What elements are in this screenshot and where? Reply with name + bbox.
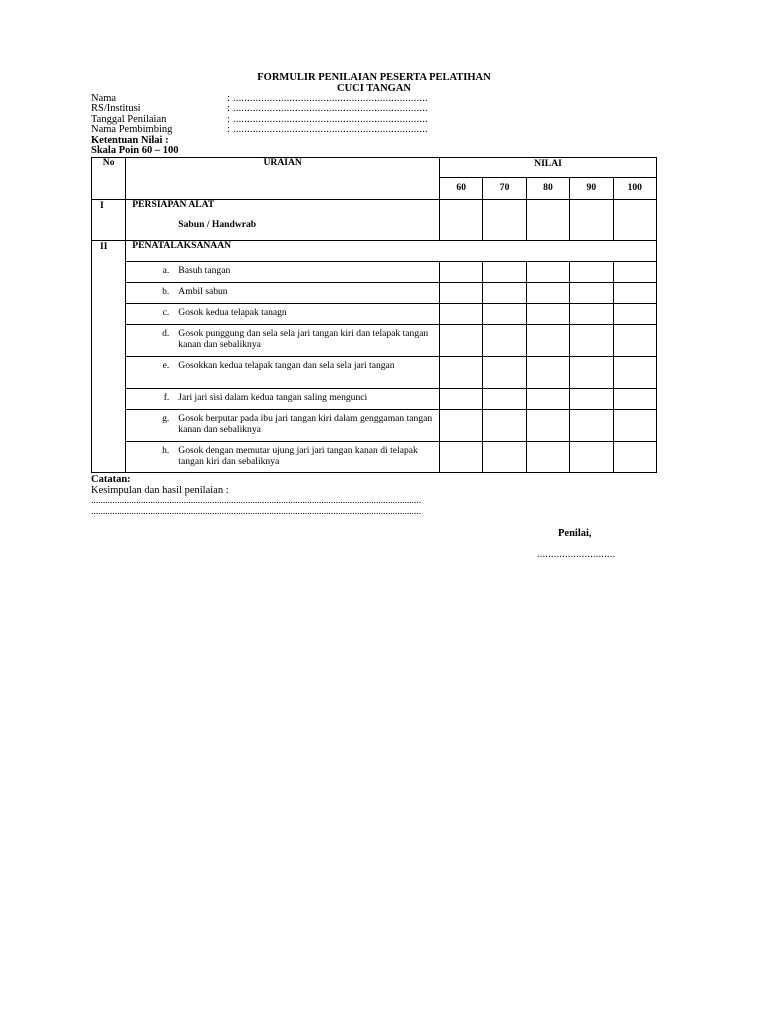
score-cell[interactable] — [613, 441, 656, 472]
info-value: : ..................................................................... — [227, 113, 428, 125]
section-title: PENATALAKSANAAN — [126, 240, 657, 261]
score-cell[interactable] — [440, 282, 483, 303]
info-row-pembimbing — [91, 125, 657, 135]
item-letter: e. — [162, 359, 170, 371]
score-cell[interactable] — [613, 282, 656, 303]
header-nilai: NILAI — [440, 157, 657, 177]
item-cell — [126, 282, 440, 303]
ketentuan-label: Ketentuan Nilai : — [91, 134, 169, 146]
score-cell[interactable] — [483, 282, 526, 303]
score-cell[interactable] — [483, 441, 526, 472]
score-cell[interactable] — [440, 441, 483, 472]
item-letter: c. — [162, 306, 170, 318]
score-cell[interactable] — [613, 324, 656, 356]
table-row — [92, 324, 657, 356]
item-text: Jari jari sisi dalam kedua tangan saling mengunci — [178, 391, 368, 403]
info-value: : ..................................................................... — [227, 93, 428, 104]
item-cell — [126, 409, 440, 441]
item-text: Gosok kedua telapak tanagn — [178, 306, 287, 318]
info-label: RS/Institusi — [91, 103, 141, 115]
info-value: : ..................................................................... — [227, 103, 428, 115]
notes-line-2[interactable]: ........................................................................................................................................... — [91, 507, 422, 518]
score-cell[interactable] — [440, 199, 483, 240]
item-letter: a. — [162, 264, 170, 276]
item-letter: h. — [162, 444, 170, 456]
score-cell[interactable] — [526, 409, 569, 441]
score-cell[interactable] — [526, 388, 569, 409]
score-cell[interactable] — [570, 324, 613, 356]
section-number: I — [92, 199, 126, 240]
table-row — [92, 388, 657, 409]
item-cell — [126, 388, 440, 409]
score-header: 60 — [440, 177, 483, 199]
table-row — [92, 261, 657, 282]
notes-line-1[interactable]: ........................................................................................................................................... — [91, 496, 422, 507]
kesimpulan-label: Kesimpulan dan hasil penilaian : — [91, 484, 229, 496]
score-header: 90 — [570, 177, 613, 199]
item-text: Ambil sabun — [178, 285, 228, 297]
evaluation-table — [91, 157, 657, 473]
item-text: Gosokkan kedua telapak tangan dan sela sela jari tangan — [178, 359, 395, 371]
score-cell[interactable] — [526, 261, 569, 282]
score-cell[interactable] — [526, 282, 569, 303]
score-cell[interactable] — [483, 324, 526, 356]
info-label: Nama Pembimbing — [91, 124, 173, 136]
score-cell[interactable] — [440, 303, 483, 324]
item-text: Basuh tangan — [178, 264, 231, 276]
score-cell[interactable] — [440, 388, 483, 409]
title-line-1: FORMULIR PENILAIAN PESERTA PELATIHAN — [257, 72, 491, 83]
score-cell[interactable] — [570, 356, 613, 388]
score-cell[interactable] — [483, 388, 526, 409]
info-label: Tanggal Penilaian — [91, 113, 167, 125]
table-row — [92, 303, 657, 324]
penilai-signature-line[interactable]: ............................ — [537, 549, 616, 560]
penilai-label: Penilai, — [558, 528, 592, 539]
table-row — [92, 409, 657, 441]
item-letter: f. — [163, 391, 170, 403]
skala-label: Skala Poin 60 – 100 — [91, 145, 179, 157]
score-header: 100 — [613, 177, 656, 199]
item-letter: d. — [162, 327, 170, 339]
info-value: : ..................................................................... — [227, 124, 428, 136]
header-uraian: URAIAN — [126, 157, 440, 199]
table-row — [92, 441, 657, 472]
score-cell[interactable] — [570, 441, 613, 472]
score-cell[interactable] — [570, 282, 613, 303]
item-cell — [126, 303, 440, 324]
table-row — [92, 240, 657, 261]
header-no: No — [92, 157, 126, 199]
section-subitem: Sabun / Handwrab — [178, 219, 257, 231]
score-cell[interactable] — [613, 303, 656, 324]
score-cell[interactable] — [526, 303, 569, 324]
score-cell[interactable] — [613, 388, 656, 409]
item-cell — [126, 324, 440, 356]
score-cell[interactable] — [613, 409, 656, 441]
title-line-2: CUCI TANGAN — [337, 83, 411, 94]
score-cell[interactable] — [483, 303, 526, 324]
form-page — [91, 72, 657, 518]
info-label: Nama — [91, 93, 117, 104]
score-header: 80 — [526, 177, 569, 199]
score-cell[interactable] — [483, 409, 526, 441]
item-text: Gosok punggung dan sela sela jari tangan kiri dan telapak tangan kanan dan sebaliknya — [178, 327, 429, 350]
catatan-label: Catatan: — [91, 473, 131, 485]
score-cell[interactable] — [483, 261, 526, 282]
score-cell[interactable] — [570, 199, 613, 240]
form-title — [91, 72, 657, 94]
item-cell — [126, 261, 440, 282]
item-text: Gosok dengan memutar ujung jari jari tangan kanan di telapak tangan kiri dan sebaliknya — [178, 444, 418, 467]
table-row — [92, 356, 657, 388]
score-cell[interactable] — [526, 324, 569, 356]
score-cell[interactable] — [526, 199, 569, 240]
item-text: Gosok berputar pada ibu jari tangan kiri dalam genggaman tangan kanan dan sebaliknya — [178, 412, 433, 435]
score-cell[interactable] — [440, 324, 483, 356]
score-cell[interactable] — [440, 356, 483, 388]
score-cell[interactable] — [613, 199, 656, 240]
score-header: 70 — [483, 177, 526, 199]
section-number: II — [92, 240, 126, 472]
item-cell — [126, 441, 440, 472]
table-row — [92, 282, 657, 303]
item-letter: g. — [162, 412, 170, 424]
item-cell — [126, 356, 440, 388]
notes-section — [91, 475, 657, 518]
score-cell[interactable] — [440, 261, 483, 282]
section-title: PERSIAPAN ALAT — [132, 198, 215, 210]
participant-info — [91, 94, 657, 157]
score-cell[interactable] — [613, 356, 656, 388]
score-cell[interactable] — [570, 303, 613, 324]
score-cell[interactable] — [570, 261, 613, 282]
score-cell[interactable] — [526, 441, 569, 472]
score-cell[interactable] — [483, 356, 526, 388]
table-row — [92, 199, 657, 240]
score-cell[interactable] — [570, 409, 613, 441]
section-cell — [126, 199, 440, 240]
score-cell[interactable] — [440, 409, 483, 441]
item-letter: b. — [162, 285, 170, 297]
score-cell[interactable] — [526, 356, 569, 388]
score-cell[interactable] — [570, 388, 613, 409]
score-cell[interactable] — [613, 261, 656, 282]
score-cell[interactable] — [483, 199, 526, 240]
